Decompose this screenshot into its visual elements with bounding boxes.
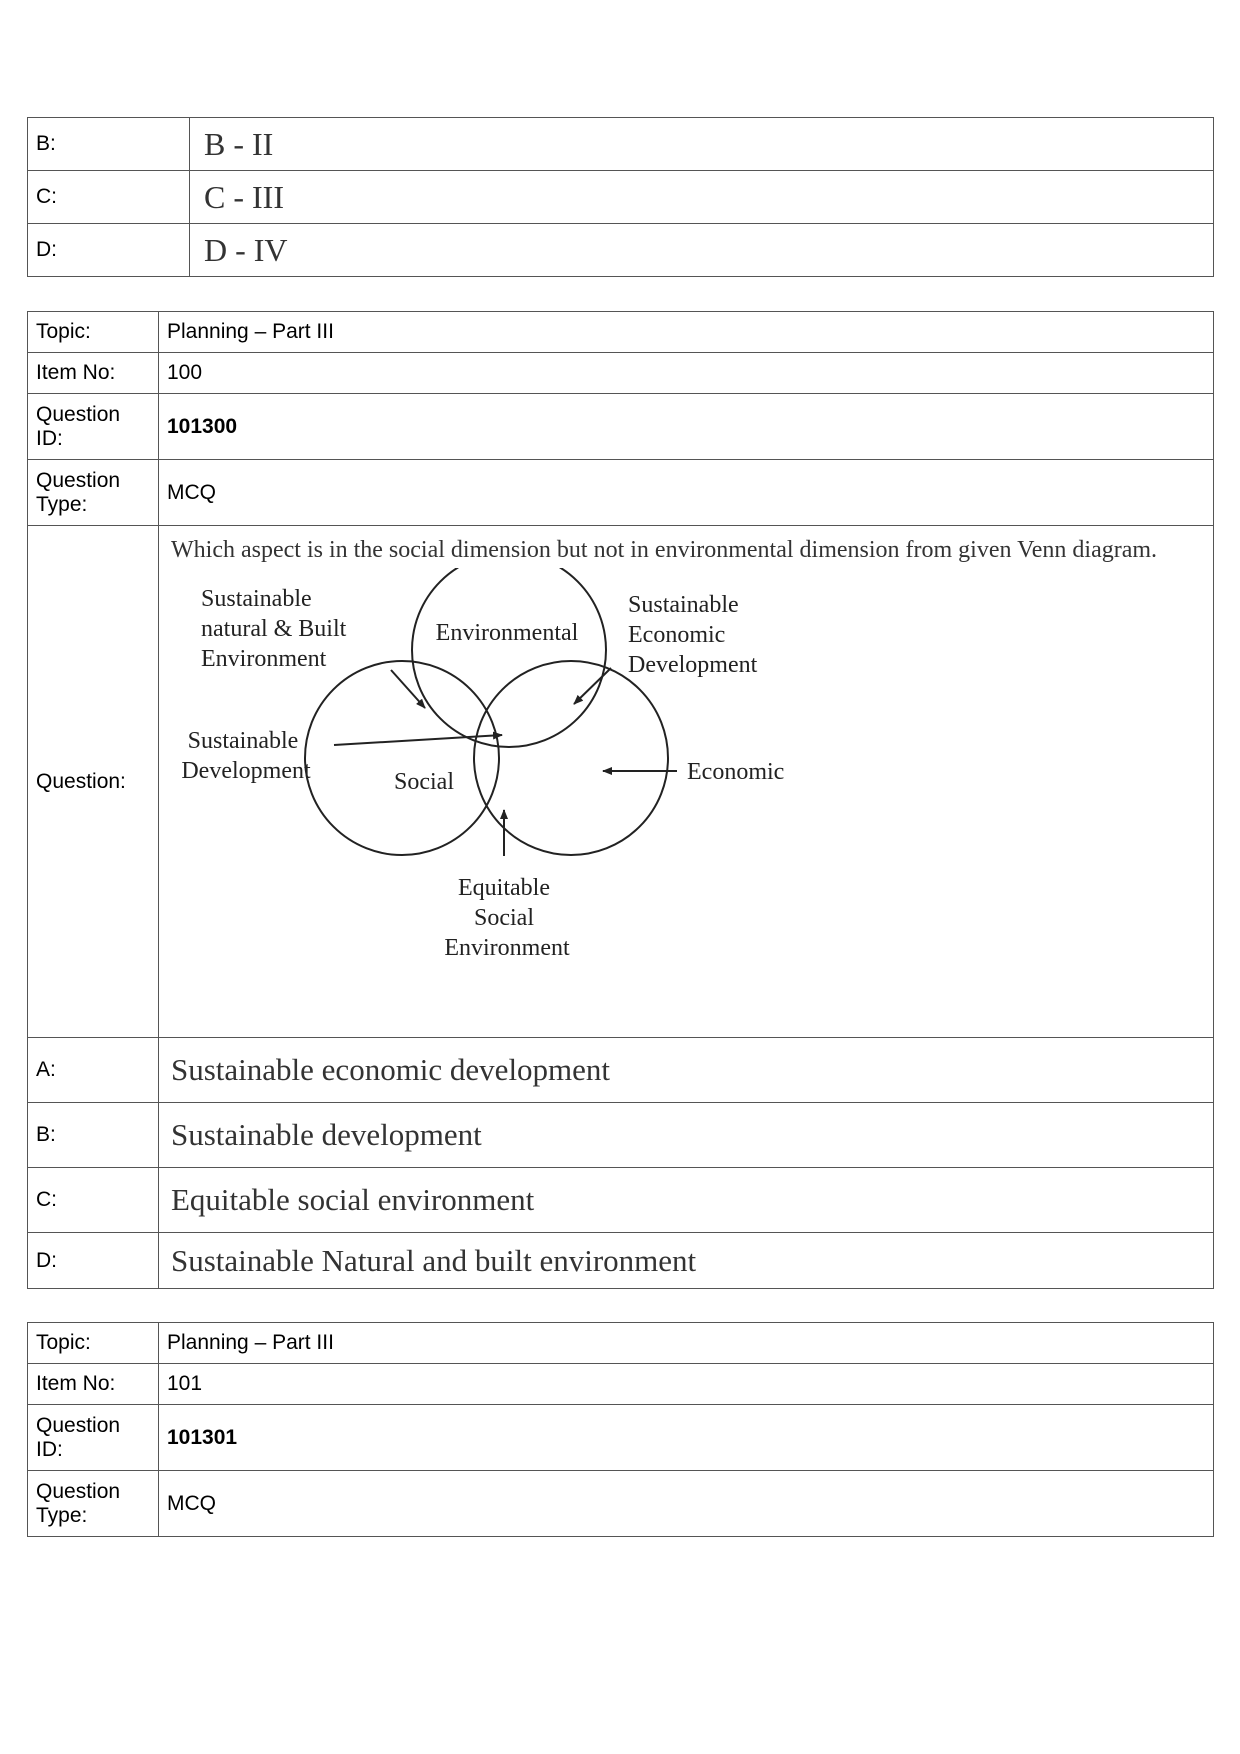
question-type-value: MCQ	[159, 1471, 1214, 1537]
option-text: C - III	[190, 171, 1214, 224]
item-label: Item No:	[28, 1364, 159, 1405]
equitable-label: Equitable Social Environment	[444, 875, 570, 961]
question-id-label: Question ID:	[28, 394, 159, 460]
topic-row	[28, 1323, 1214, 1364]
question-body	[159, 526, 1214, 1038]
question-type-row	[28, 1471, 1214, 1537]
item-label: Item No:	[28, 353, 159, 394]
option-row	[28, 118, 1214, 171]
topic-label: Topic:	[28, 1323, 159, 1364]
option-label: A:	[28, 1038, 159, 1103]
option-label: C:	[28, 171, 190, 224]
topic-value: Planning – Part III	[159, 312, 1214, 353]
question-100-table	[27, 311, 1214, 1289]
question-row	[28, 526, 1214, 1038]
question-101-table	[27, 1322, 1214, 1537]
option-label: D:	[28, 1233, 159, 1289]
natural-built-label: Sustainable natural & Built Environment	[201, 586, 347, 672]
question-type-row	[28, 460, 1214, 526]
venn-diagram-svg	[159, 568, 1159, 998]
option-text: Equitable social environment	[159, 1168, 1214, 1233]
question-text: Which aspect is in the social dimension but not in environmental dimension from given Venn diagram.	[171, 537, 1158, 563]
item-value: 101	[159, 1364, 1214, 1405]
economic-development-label: Sustainable Economic Development	[628, 592, 758, 678]
question-id-value: 101301	[159, 1405, 1214, 1471]
question-type-label: Question Type:	[28, 460, 159, 526]
option-row	[28, 1233, 1214, 1289]
question-type-label: Question Type:	[28, 1471, 159, 1537]
option-text: Sustainable Natural and built environment	[159, 1233, 1214, 1289]
option-label: C:	[28, 1168, 159, 1233]
option-row	[28, 171, 1214, 224]
option-text: Sustainable economic development	[159, 1038, 1214, 1103]
item-row	[28, 353, 1214, 394]
economic-label: Economic	[687, 759, 785, 785]
question-type-value: MCQ	[159, 460, 1214, 526]
option-row	[28, 1103, 1214, 1168]
option-row	[28, 224, 1214, 277]
option-label: B:	[28, 118, 190, 171]
option-text: Sustainable development	[159, 1103, 1214, 1168]
social-circle	[305, 661, 499, 855]
option-row	[28, 1038, 1214, 1103]
sustainable-development-arrow	[334, 735, 502, 745]
topic-label: Topic:	[28, 312, 159, 353]
option-text: B - II	[190, 118, 1214, 171]
option-text: D - IV	[190, 224, 1214, 277]
environmental-circle	[412, 568, 606, 747]
previous-options-table	[27, 117, 1214, 277]
question-id-label: Question ID:	[28, 1405, 159, 1471]
venn-diagram	[159, 568, 1213, 998]
option-label: B:	[28, 1103, 159, 1168]
option-label: D:	[28, 224, 190, 277]
item-row	[28, 1364, 1214, 1405]
question-id-value: 101300	[159, 394, 1214, 460]
question-label: Question:	[28, 526, 159, 1038]
environmental-label: Environmental	[435, 620, 579, 646]
topic-value: Planning – Part III	[159, 1323, 1214, 1364]
question-id-row	[28, 394, 1214, 460]
question-id-row	[28, 1405, 1214, 1471]
social-label: Social	[394, 769, 454, 795]
option-row	[28, 1168, 1214, 1233]
topic-row	[28, 312, 1214, 353]
sustainable-development-label: Sustainable Development	[181, 728, 311, 784]
item-value: 100	[159, 353, 1214, 394]
